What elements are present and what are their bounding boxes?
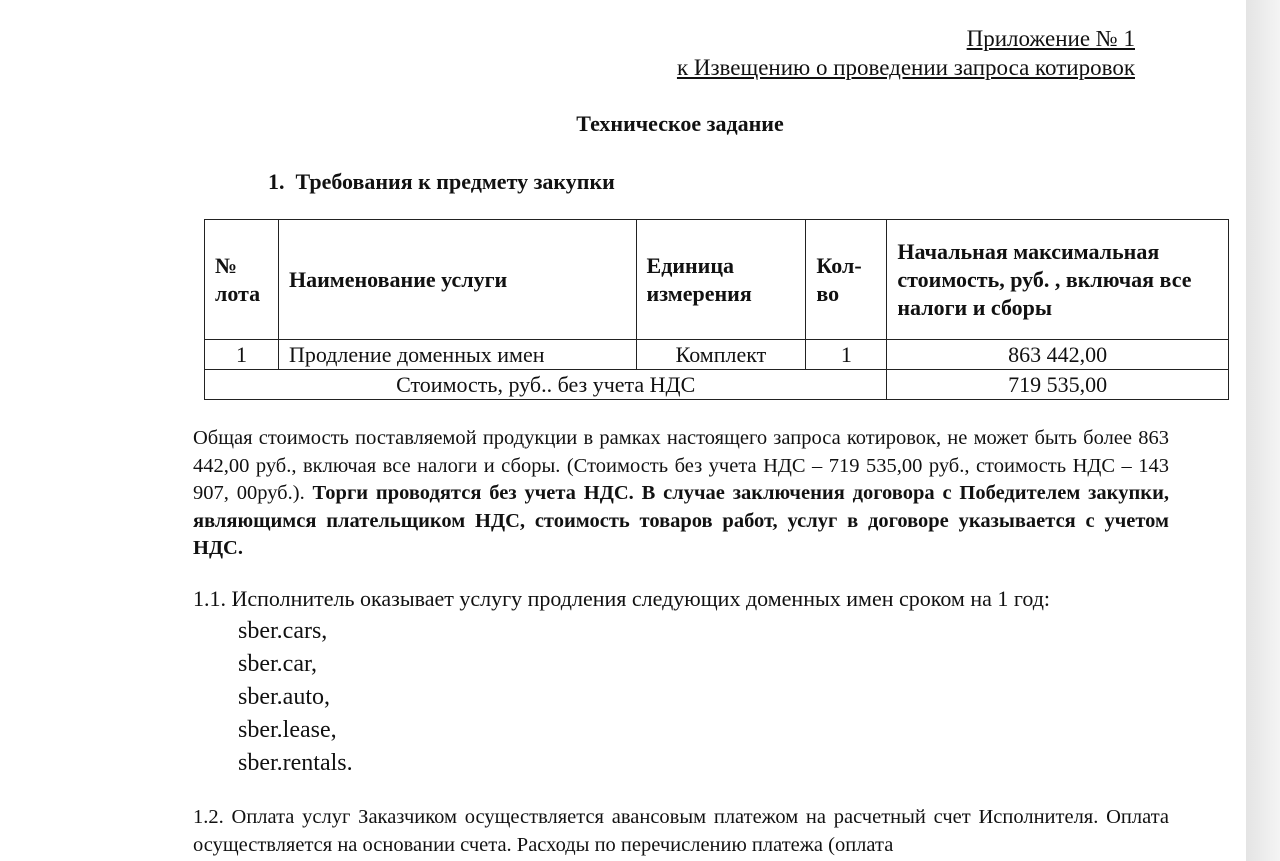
cell-unit: Комплект — [636, 340, 806, 370]
list-item: sber.cars, — [238, 618, 328, 644]
total-label: Стоимость, руб.. без учета НДС — [205, 370, 887, 400]
header-max-price: Начальная максимальная стоимость, руб. , включая все налоги и сборы — [887, 220, 1229, 340]
header-service-name: Наименование услуги — [278, 220, 636, 340]
clause-1-1: 1.1. Исполнитель оказывает услугу продления следующих доменных имен сроком на 1 год: — [193, 586, 1051, 611]
list-item: sber.car, — [238, 651, 317, 677]
section-title: Требования к предмету закупки — [295, 169, 615, 194]
domain-list — [238, 615, 353, 780]
document-title: Техническое задание — [576, 111, 784, 136]
section-number: 1. — [268, 169, 285, 194]
header-qty: Кол-во — [806, 220, 887, 340]
cell-lot-no: 1 — [205, 340, 279, 370]
total-value: 719 535,00 — [887, 370, 1229, 400]
list-item: sber.lease, — [238, 717, 337, 743]
table-row — [205, 340, 1229, 370]
clause-1-2: 1.2. Оплата услуг Заказчиком осуществляется авансовым платежом на расчетный счет Исполнителя. Оплата осуществляется на основании счета. Расходы по перечислению платежа (оплата — [193, 806, 1169, 856]
viewer-scroll-edge[interactable] — [1246, 0, 1280, 861]
cell-max-price: 863 442,00 — [887, 340, 1229, 370]
appendix-reference — [677, 24, 1135, 82]
appendix-number: Приложение № 1 — [966, 26, 1135, 51]
lots-table — [204, 219, 1229, 400]
header-unit: Единица измерения — [636, 220, 806, 340]
appendix-notice-link: к Извещению о проведении запроса котировок — [676, 55, 1135, 80]
table-total-row — [205, 370, 1229, 400]
cost-bold-text: Торги проводятся без учета НДС. В случае заключения договора с Победителем закупки, являющимся плательщиком НДС, стоимость товаров работ, услуг в договоре указывается с учетом НДС. — [193, 482, 1169, 559]
cell-qty: 1 — [806, 340, 887, 370]
list-item: sber.auto, — [238, 684, 330, 710]
cost-paragraph — [193, 425, 1169, 563]
cost-text: Общая стоимость поставляемой продукции в рамках настоящего запроса котировок, не может быть более 863 442,00 руб., включая все налоги и сборы. (Стоимость без учета НДС – 719 535,00 руб., стоимость НДС – 143 907, 00руб.). — [193, 427, 1169, 504]
table-header-row — [205, 220, 1229, 340]
header-lot-no: № лота — [205, 220, 279, 340]
cell-service-name: Продление доменных имен — [278, 340, 636, 370]
list-item: sber.rentals. — [238, 750, 353, 776]
section-heading — [268, 169, 615, 195]
